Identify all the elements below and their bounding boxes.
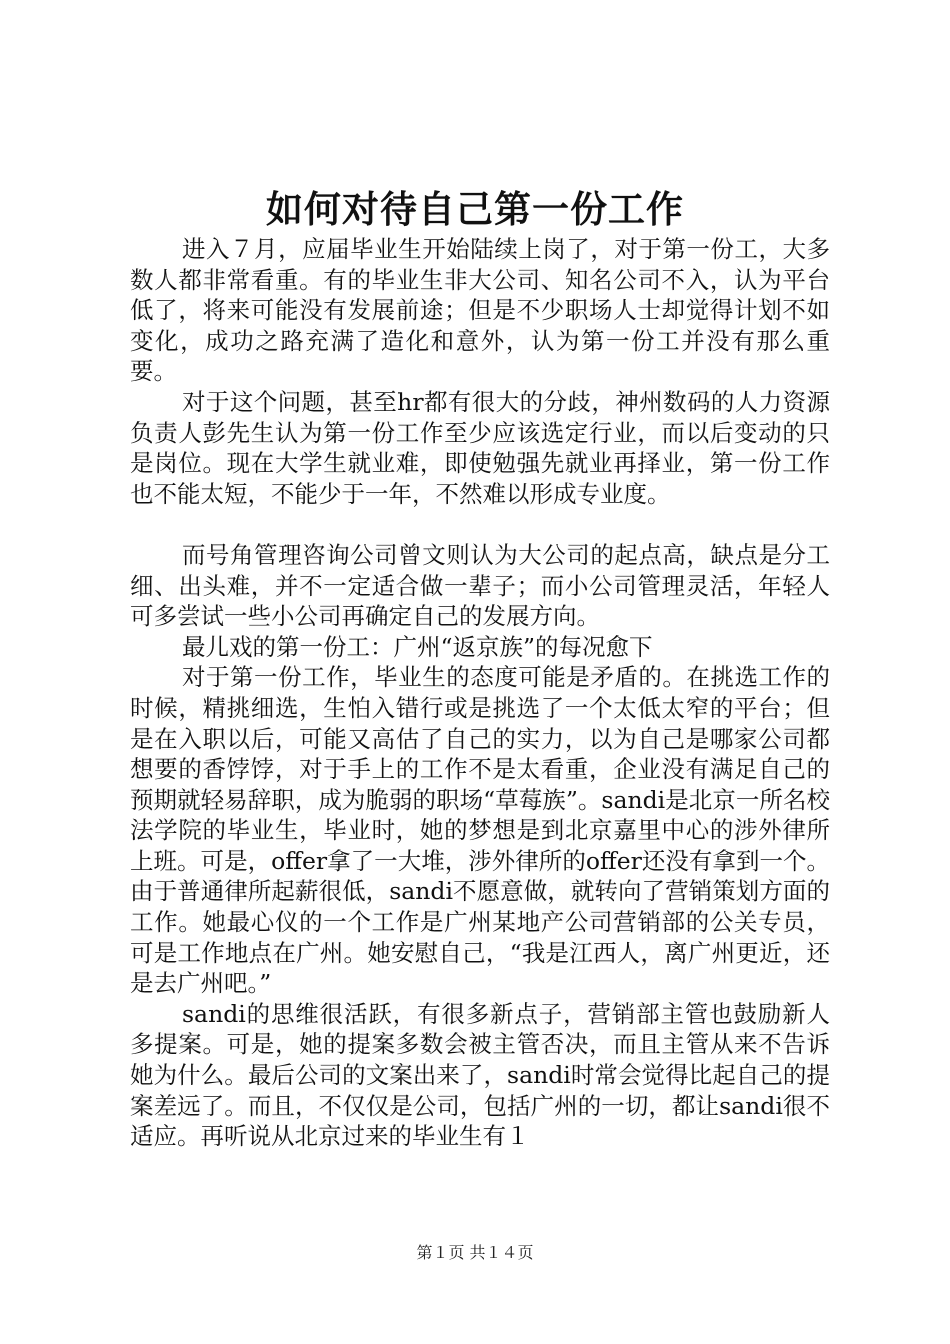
page-footer: 第１页 共１４页 <box>416 1243 534 1262</box>
paragraph-sandi: sandi的思维很活跃，有很多新点子，营销部主管也鼓励新人多提案。可是，她的提案多数会被主管否决，而且主管从来不告诉她为什么。最后公司的文案出来了，sandi时常会觉得比起自己的提案差远了。而且，不仅仅是公司，包括广州的一切，都让sandi很不适应。再听说从北京过来的毕业生有１ <box>130 999 830 1151</box>
paragraph-spacer <box>130 509 830 540</box>
paragraph-company-size: 而号角管理咨询公司曾文则认为大公司的起点高，缺点是分工细、出头难，并不一定适合做一辈子；而小公司管理灵活，年轻人可多尝试一些小公司再确定自己的发展方向。 <box>130 540 830 631</box>
document-body <box>130 234 830 1152</box>
page-title: 如何对待自己第一份工作 <box>266 187 684 231</box>
section-heading: 最儿戏的第一份工：广州“返京族”的每况愈下 <box>182 632 653 661</box>
paragraph-attitude: 对于第一份工作，毕业生的态度可能是矛盾的。在挑选工作的时候，精挑细选，生怕入错行或是挑选了一个太低太窄的平台；但是在入职以后，可能又高估了自己的实力，以为自己是哪家公司都想要的香饽饽，对于手上的工作不是太看重，企业没有满足自己的预期就轻易辞职，成为脆弱的职场“草莓族”。sandi是北京一所名校法学院的毕业生，毕业时，她的梦想是到北京嘉里中心的涉外律所上班。可是，offer拿了一大堆，涉外律所的offer还没有拿到一个。由于普通律所起薪很低，sandi不愿意做，就转向了营销策划方面的工作。她最心仪的一个工作是广州某地产公司营销部的公关专员，可是工作地点在广州。她安慰自己，“我是江西人，离广州更近，还是去广州吧。” <box>130 663 830 998</box>
paragraph-intro: 进入７月，应届毕业生开始陆续上岗了，对于第一份工，大多数人都非常看重。有的毕业生非大公司、知名公司不入，认为平台低了，将来可能没有发展前途；但是不少职场人士却觉得计划不如变化，成功之路充满了造化和意外，认为第一份工并没有那么重要。 <box>130 235 830 386</box>
paragraph-hr-opinion: 对于这个问题，甚至hr都有很大的分歧，神州数码的人力资源负责人彭先生认为第一份工作至少应该选定行业，而以后变动的只是岗位。现在大学生就业难，即使勉强先就业再择业，第一份工作也不能太短，不能少于一年，不然难以形成专业度。 <box>130 387 830 508</box>
